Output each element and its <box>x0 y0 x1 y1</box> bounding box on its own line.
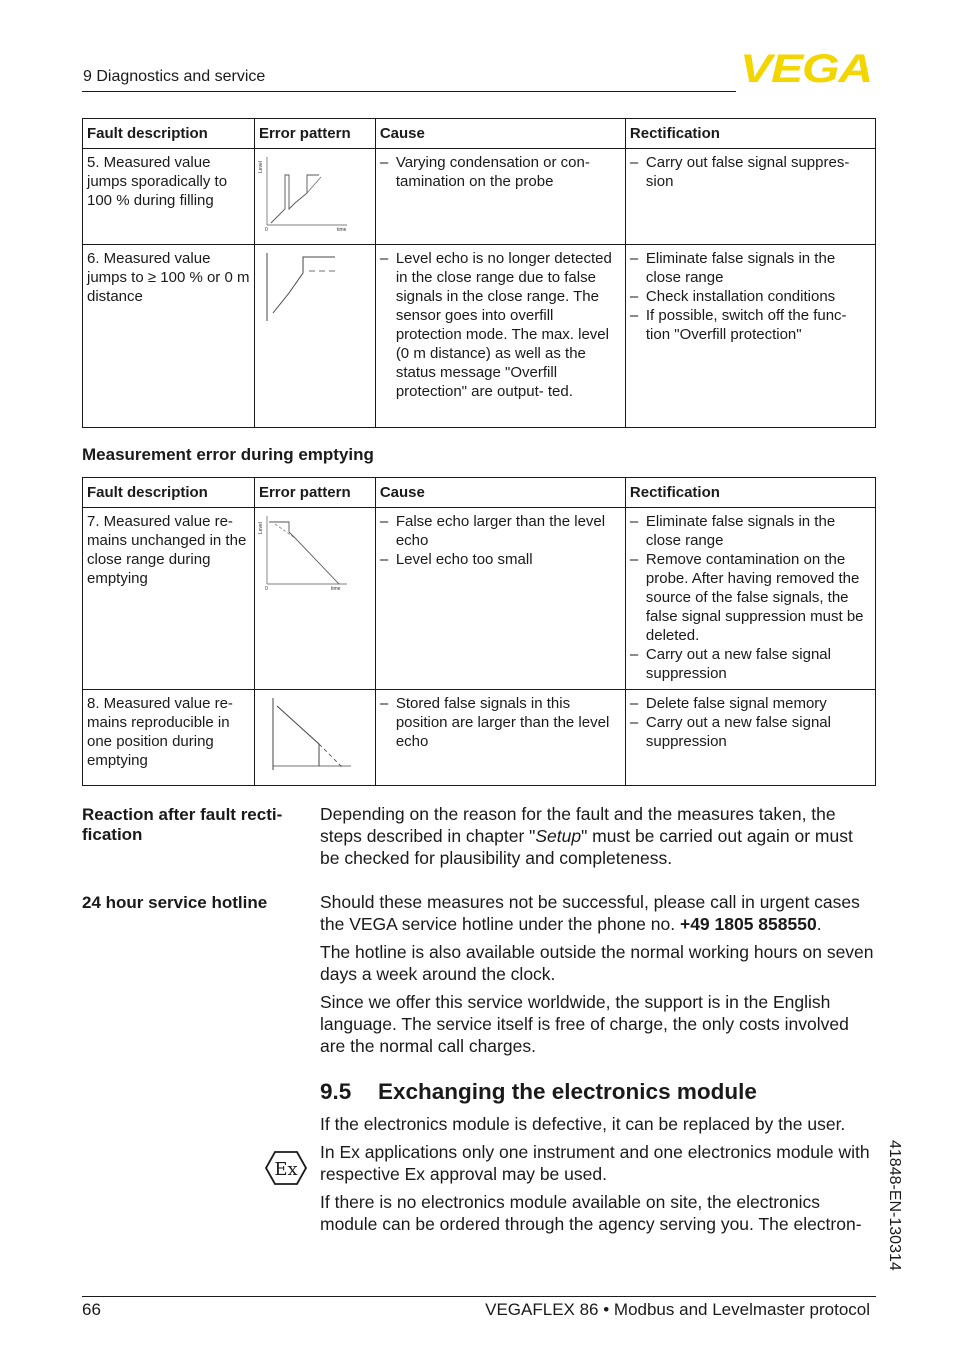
section-heading <box>320 1079 757 1105</box>
hotline-paragraphs <box>320 891 876 1063</box>
col-error-pattern: Error pattern <box>254 119 375 149</box>
list-item: – Stored false signals in this position are larger than the level echo <box>380 694 621 751</box>
cause-list <box>380 153 621 191</box>
cause-list <box>380 694 621 751</box>
chart-dashed-line <box>319 744 343 768</box>
error-pattern-cell <box>254 690 375 786</box>
fault-description: 7. Measured value re- mains unchanged in the close range during emptying <box>83 508 255 690</box>
col-rectification: Rectification <box>625 119 875 149</box>
hotline-text: Should these measures not be successful, please call in urgent cases the VEGA service hotline under the phone no. <box>320 892 860 934</box>
list-item: – Eliminate false signals in the close range <box>630 512 871 550</box>
setup-chapter-ref: Setup <box>535 826 582 846</box>
cause-cell <box>375 149 625 245</box>
hotline-label: 24 hour service hotline <box>82 893 268 912</box>
list-item: – Remove contamination on the probe. After having removed the source of the false signals, the false signal suppression must be deleted. <box>630 550 871 645</box>
header-section-title: 9 Diagnostics and service <box>83 68 266 85</box>
rectification-list <box>630 512 871 683</box>
error-pattern-cell <box>254 149 375 245</box>
logo-text: VEGA <box>740 47 872 91</box>
vega-logo <box>740 47 875 91</box>
emptying-heading: Measurement error during emptying <box>82 445 374 464</box>
col-fault-description: Fault description <box>83 119 255 149</box>
section-title: Exchanging the electronics module <box>378 1079 757 1104</box>
table-header-row <box>83 119 876 149</box>
col-cause: Cause <box>375 478 625 508</box>
cause-cell <box>375 690 625 786</box>
reaction-paragraph <box>320 803 876 875</box>
section-paragraphs <box>320 1113 876 1241</box>
col-fault-description: Fault description <box>83 478 255 508</box>
chart-x-label: time <box>336 227 347 233</box>
footer-divider <box>82 1296 876 1297</box>
rectification-cell <box>625 245 875 428</box>
error-pattern-cell <box>254 245 375 428</box>
hotline-phone: +49 1805 858550 <box>679 914 817 934</box>
list-item: – Check installation conditions <box>630 287 871 306</box>
fault-description: 8. Measured value re- mains reproducible in one position during emptying <box>83 690 255 786</box>
footer-title: VEGAFLEX 86 • Modbus and Levelmaster protocol <box>485 1300 870 1319</box>
chart-y-label: Level <box>257 161 264 173</box>
table-row <box>83 690 876 786</box>
ordering-text: If there is no electronics module available on site, the electronics module can be ordered through the agency serving you. The electron- <box>320 1192 862 1234</box>
error-pattern-chart-6 <box>259 249 359 329</box>
list-item: – Level echo too small <box>380 550 621 569</box>
fault-description: 6. Measured value jumps to ≥ 100 % or 0 m distance <box>83 245 255 428</box>
document-number-text: 41848-EN-130314 <box>886 1140 903 1271</box>
chart-signal-line <box>277 706 319 766</box>
cause-cell <box>375 508 625 690</box>
list-item: – Eliminate false signals in the close range <box>630 249 871 287</box>
rectification-cell <box>625 508 875 690</box>
col-cause: Cause <box>375 119 625 149</box>
rectification-cell <box>625 690 875 786</box>
list-item: – Varying condensation or con- tamination on the probe <box>380 153 621 191</box>
reaction-text-before: Depending on the reason for the fault and the measures taken, the steps described in chapter " <box>320 804 836 846</box>
filling-fault-table <box>82 118 876 428</box>
list-item: – False echo larger than the level echo <box>380 512 621 550</box>
rectification-list <box>630 694 871 751</box>
section-intro-text: If the electronics module is defective, it can be replaced by the user. <box>320 1114 846 1134</box>
hotline-language-text: Since we offer this service worldwide, the support is in the English language. The service itself is free of charge, the only costs involved are the normal call charges. <box>320 992 849 1056</box>
section-number: 9.5 <box>320 1079 352 1104</box>
header-divider <box>82 91 736 92</box>
table-row <box>83 149 876 245</box>
fault-description: 5. Measured value jumps sporadically to 100 % during filling <box>83 149 255 245</box>
table-row <box>83 245 876 428</box>
list-item: – Carry out false signal suppres- sion <box>630 153 871 191</box>
ex-icon-label: Ex <box>274 1159 298 1180</box>
ex-applications-text: In Ex applications only one instrument and one electronics module with respective Ex approval may be used. <box>320 1142 870 1184</box>
rectification-cell <box>625 149 875 245</box>
table-header-row <box>83 478 876 508</box>
chart-dashed-line <box>275 524 295 538</box>
rectification-list <box>630 249 871 344</box>
list-item: – Carry out a new false signal suppression <box>630 645 871 683</box>
error-pattern-cell <box>254 508 375 690</box>
chart-signal-line <box>271 175 319 223</box>
chart-y-label: Level <box>257 522 264 534</box>
list-item: – Carry out a new false signal suppression <box>630 713 871 751</box>
chart-x-label: time <box>330 586 341 592</box>
hotline-hours-text: The hotline is also available outside the normal working hours on seven days a week around the clock. <box>320 942 874 984</box>
ex-warning-icon <box>265 1150 307 1186</box>
rectification-list <box>630 153 871 191</box>
reaction-text-after: " must be carried out again or must be checked for plausibility and completeness. <box>320 826 853 868</box>
cause-list <box>380 249 621 401</box>
col-error-pattern: Error pattern <box>254 478 375 508</box>
emptying-fault-table <box>82 477 876 786</box>
cause-list <box>380 512 621 569</box>
chart-signal-line <box>269 522 339 584</box>
page-number: 66 <box>82 1300 101 1319</box>
chart-origin-label: 0 <box>264 586 268 592</box>
list-item: – If possible, switch off the func- tion "Overfill protection" <box>630 306 871 344</box>
list-item: – Delete false signal memory <box>630 694 871 713</box>
table-row <box>83 508 876 690</box>
error-pattern-chart-5 <box>259 153 359 233</box>
chart-origin-label: 0 <box>264 227 268 233</box>
chart-trend-line <box>307 177 321 193</box>
col-rectification: Rectification <box>625 478 875 508</box>
list-item: – Level echo is no longer detected in the close range due to false signals in the close range. The sensor goes into overfill protection mode. The max. level (0 m distance) as well as the status message "Overfill protection" are output- ted. <box>380 249 621 401</box>
cause-cell <box>375 245 625 428</box>
document-number <box>879 1140 909 1300</box>
hotline-text-end: . <box>816 914 822 934</box>
error-pattern-chart-8 <box>259 694 359 774</box>
chart-signal-line <box>273 257 335 313</box>
error-pattern-chart-7 <box>259 512 359 592</box>
reaction-label: Reaction after fault recti- fication <box>82 805 283 844</box>
